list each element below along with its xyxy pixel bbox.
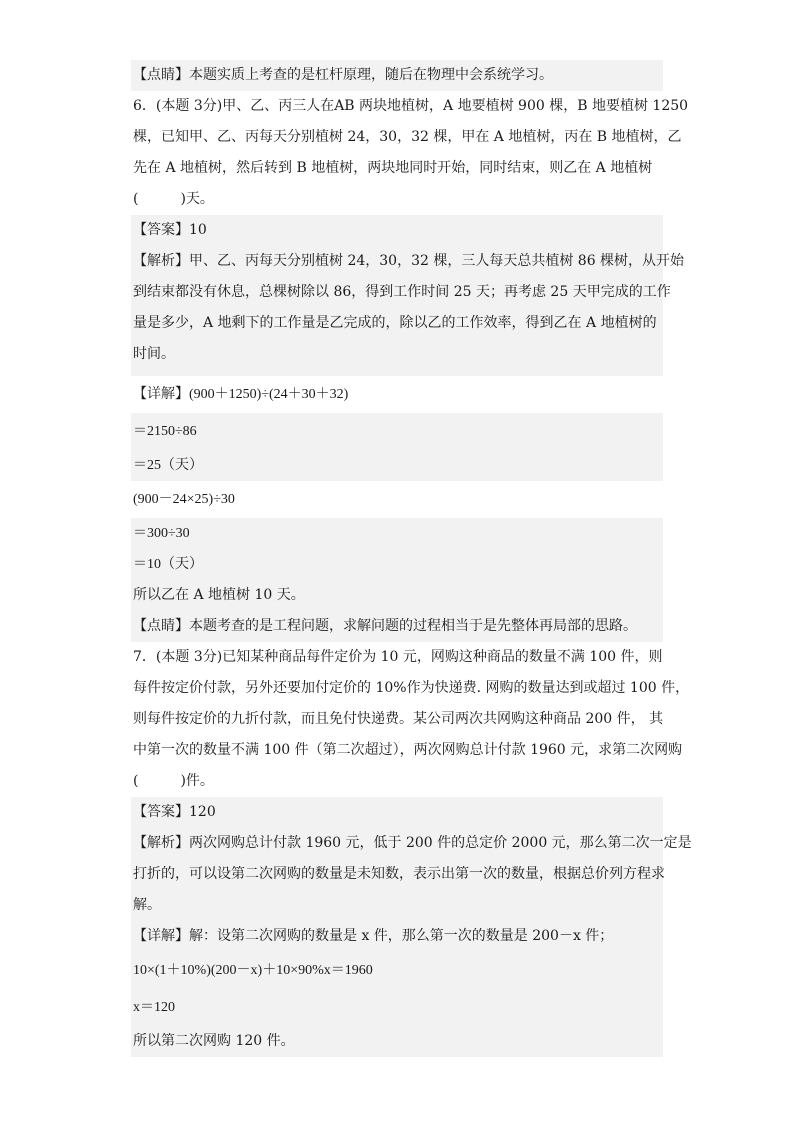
answer-line: 【答案】120 [131, 797, 663, 828]
question-7-line: 则每件按定价的九折付款，而且免付快递费。某公司两次共网购这种商品 200 件， 其 [133, 711, 664, 727]
question-6-line: 棵，已知甲、乙、丙每天分别植树 24，30，32 棵，甲在 A 地植树，丙在 B 地植树，乙 [133, 129, 682, 145]
solution-line: ＝25（天） [131, 450, 663, 481]
analysis-line: 到结束都没有休息，总棵树除以 86，得到工作时间 25 天；再考虑 25 天甲完成的工作 [131, 277, 663, 308]
equation-line: 10×(1＋10%)(200－x)＋10×90%x＝1960 [131, 952, 663, 989]
question-7-line: 中第一次的数量不满 100 件（第二次超过），两次网购总计付款 1960 元，求第二次网购 [133, 742, 683, 758]
conclusion-line: 所以乙在 A 地植树 10 天。 [131, 580, 663, 611]
solution-line: (900－24×25)÷30 [133, 492, 235, 507]
analysis-line: 时间。 [131, 339, 663, 370]
question-7-line: 7．(本题 3分)已知某种商品每件定价为 10 元，网购这种商品的数量不满 100 件，则 [133, 649, 663, 665]
question-6-line: 先在 A 地植树，然后转到 B 地植树，两块地同时开始，同时结束，则乙在 A 地植树 [133, 160, 653, 176]
conclusion-line: 所以第二次网购 120 件。 [131, 1026, 663, 1057]
question-7-line: 每件按定价付款，另外还要加付定价的 10%作为快递费. 网购的数量达到或超过 100 件， [133, 680, 690, 696]
question-6-line: 6．(本题 3分)甲、乙、丙三人在AB 两块地植树，A 地要植树 900 棵，B 地要植树 1250 [133, 98, 689, 114]
solution-line: 【详解】解：设第二次网购的数量是 x 件，那么第一次的数量是 200－x 件； [131, 921, 663, 952]
analysis-line: 【解析】甲、乙、丙每天分别植树 24，30，32 棵，三人每天总共植树 86 棵树，从开始 [131, 246, 663, 277]
document-content [131, 60, 692, 1057]
remark-line: 【点睛】本题实质上考查的是杠杆原理，随后在物理中会系统学习。 [131, 60, 663, 91]
answer-line: 【答案】10 [131, 215, 663, 246]
analysis-line: 解。 [131, 890, 663, 921]
analysis-line: 量是多少，A 地剩下的工作量是乙完成的，除以乙的工作效率，得到乙在 A 地植树的 [131, 308, 663, 339]
analysis-line: 打折的，可以设第二次网购的数量是未知数，表示出第一次的数量，根据总价列方程求 [131, 859, 663, 890]
solution-line: 【详解】(900＋1250)÷(24＋30＋32) [133, 387, 349, 402]
remark-line: 【点睛】本题考查的是工程问题，求解问题的过程相当于是先整体再局部的思路。 [131, 611, 663, 642]
solution-line: ＝2150÷86 [131, 413, 663, 450]
equation-line: x＝120 [131, 989, 663, 1026]
question-6-blank-line: ( )天。 [133, 191, 214, 207]
solution-line: ＝300÷30 [131, 518, 663, 549]
analysis-line: 【解析】两次网购总计付款 1960 元，低于 200 件的总定价 2000 元，那么第二次一定是 [131, 828, 663, 859]
solution-line: ＝10（天） [131, 549, 663, 580]
question-7-blank-line: ( )件。 [133, 773, 214, 789]
